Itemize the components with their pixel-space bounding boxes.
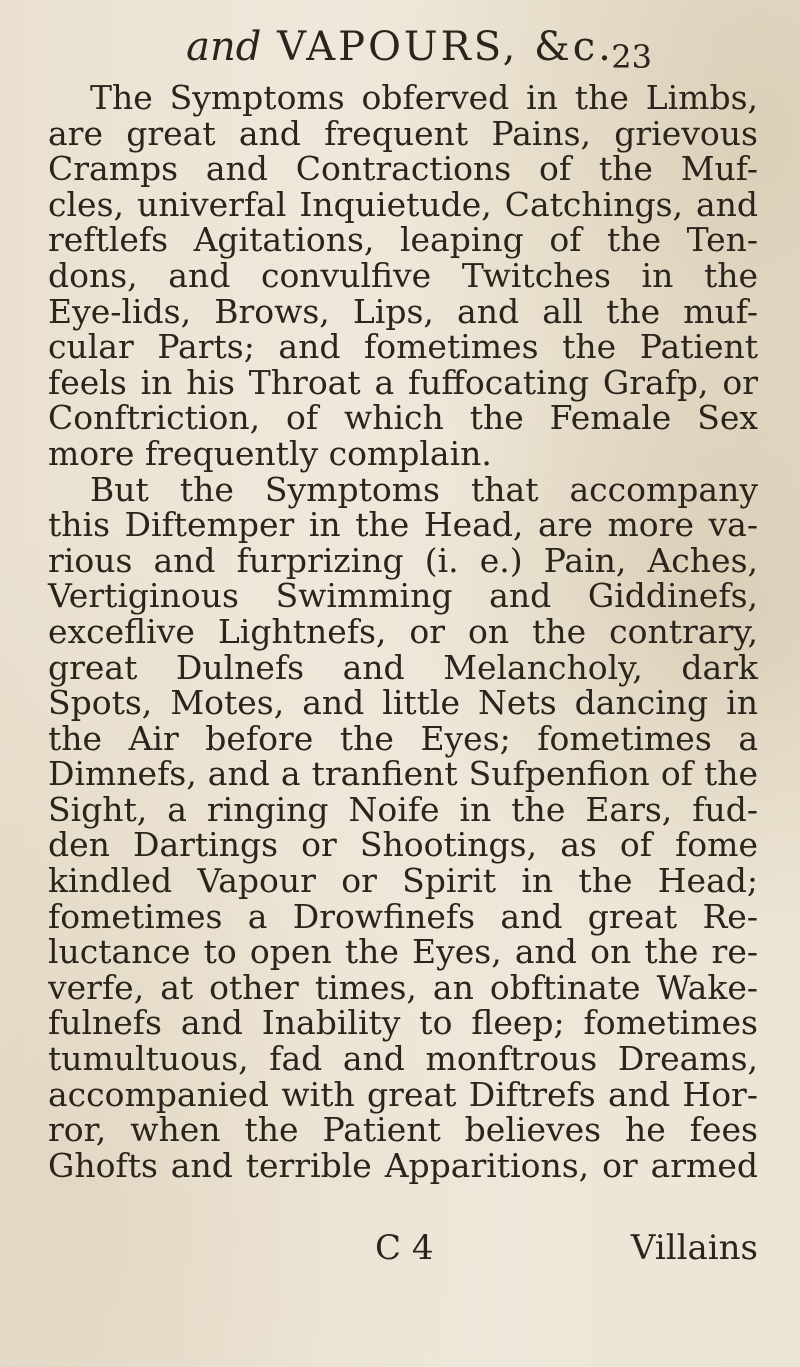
page-footer (0, 1228, 800, 1278)
text-line: Vertiginous Swimming and Giddinefs, (48, 576, 758, 616)
text-line: Eye-lids, Brows, Lips, and all the muf- (48, 291, 758, 331)
text-line: kindled Vapour or Spirit in the Head; (48, 861, 758, 901)
text-line: den Dartings or Shootings, as of fome (48, 825, 758, 865)
signature-mark: C 4 (375, 1228, 434, 1268)
text-line: ror, when the Patient believes he fees (48, 1110, 758, 1150)
text-line: more frequently complain. (48, 433, 492, 473)
running-header (0, 12, 800, 82)
running-title-text: VAPOURS, &c. (277, 24, 614, 70)
text-line: luctance to open the Eyes, and on the re- (48, 932, 758, 972)
body-text (48, 80, 758, 1183)
text-line: exceflive Lightnefs, or on the contrary, (48, 611, 758, 651)
page-number: 23 (611, 38, 652, 76)
text-line: accompanied with great Diftrefs and Hor- (48, 1074, 758, 1114)
text-line: cular Parts; and fometimes the Patient (48, 327, 758, 367)
text-line: The Symptoms obferved in the Limbs, (90, 78, 758, 117)
text-line: Sight, a ringing Noife in the Ears, fud- (48, 789, 758, 829)
text-line: Cramps and Contractions of the Muf- (48, 149, 758, 189)
text-line: fometimes a Drowfinefs and great Re- (48, 896, 758, 936)
text-line: Conftriction, of which the Female Sex (48, 398, 758, 438)
text-line: cles, univerfal Inquietude, Catchings, and (48, 184, 758, 224)
text-line: Dimnefs, and a tranfient Sufpenfion of the (48, 754, 758, 794)
text-line: great Dulnefs and Melancholy, dark (48, 647, 758, 687)
text-line: But the Symptoms that accompany (90, 469, 758, 509)
text-line: Spots, Motes, and little Nets dancing in (48, 683, 758, 723)
running-title-and: and (186, 24, 262, 70)
text-line: fulnefs and Inability to fleep; fometimes (48, 1003, 758, 1043)
text-line: feels in his Throat a fuffocating Grafp, or (48, 362, 758, 402)
text-line: the Air before the Eyes; fometimes a (48, 718, 758, 758)
text-line: are great and frequent Pains, grievous (48, 113, 758, 153)
text-line: this Diftemper in the Head, are more va- (48, 505, 758, 545)
text-line: rious and furprizing (i. e.) Pain, Aches, (48, 540, 758, 580)
text-line: verfe, at other times, an obftinate Wake- (48, 967, 758, 1007)
text-line: dons, and convulfive Twitches in the (48, 255, 758, 295)
catchword: Villains (630, 1228, 758, 1268)
text-line: tumultuous, fad and monftrous Dreams, (48, 1039, 758, 1079)
running-title (0, 24, 800, 70)
text-line: Ghofts and terrible Apparitions, or armed (48, 1145, 758, 1185)
text-line: reftlefs Agitations, leaping of the Ten- (48, 220, 758, 260)
